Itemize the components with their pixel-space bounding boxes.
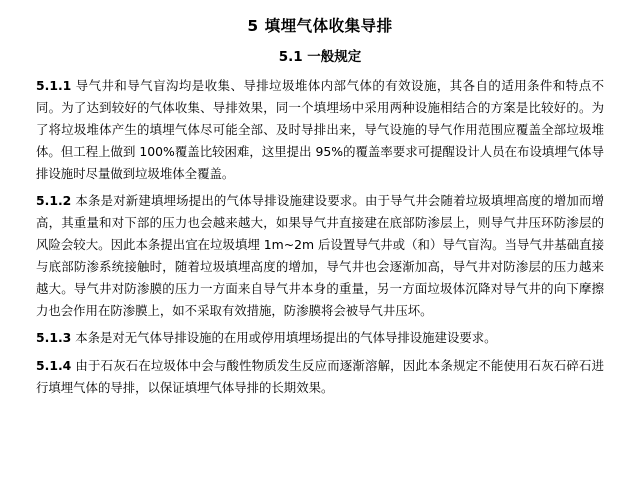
paragraph-number: 5.1.2	[36, 192, 72, 208]
paragraph-5-1-2	[36, 190, 604, 322]
paragraph-number: 5.1.4	[36, 357, 72, 373]
paragraph-5-1-1	[36, 75, 604, 185]
paragraph-number: 5.1.1	[36, 77, 72, 93]
page-title: 5 填埋气体收集导排	[247, 17, 393, 35]
paragraph-5-1-3	[36, 327, 604, 349]
paragraph-text: 由于石灰石在垃圾体中会与酸性物质发生反应而逐渐溶解，因此本条规定不能使用石灰石碎石进行填埋气体的导排，以保证填埋气体导排的长期效果。	[36, 357, 604, 395]
paragraph-text: 本条是对新建填埋场提出的气体导排设施建设要求。由于导气井会随着垃圾填埋高度的增加而增高，其重量和对下部的压力也会越来越大，如果导气井直接建在底部防渗层上，则导气井压环防渗层的风险会较大。因此本条提出宜在垃圾填埋 1m~2m 后设置导气井或（和）导气盲沟。当导气井基础直接与底部防渗系统接触时，随着垃圾填埋高度的增加，导气井也会逐渐加高，导气井对防渗层的压力越来越大。导气井对防渗膜的压力一方面来自导气井本身的重量，另一方面垃圾体沉降对导气井的向下摩擦力也会作用在防渗膜上，如不采取有效措施，防渗膜将会被导气井压坏。	[36, 192, 604, 319]
paragraph-number: 5.1.3	[36, 330, 72, 346]
paragraph-text: 导气井和导气盲沟均是收集、导排垃圾堆体内部气体的有效设施，其各自的适用条件和特点不同。为了达到较好的气体收集、导排效果，同一个填埋场中采用两种设施相结合的方案是比较好的。为了将垃圾堆体产生的填埋气体尽可能全部、及时导排出来，导气设施的导气作用范围应覆盖全部垃圾堆体。但工程上做到 100%覆盖比较困难，这里提出 95%的覆盖率要求可提醒设计人员在布设填埋气体导排设施时尽量做到垃圾堆体全覆盖。	[36, 77, 604, 181]
paragraph-5-1-4	[36, 355, 604, 399]
paragraph-text: 本条是对无气体导排设施的在用或停用填埋场提出的气体导排设施建设要求。	[75, 330, 497, 346]
section-title: 5.1 一般规定	[278, 48, 362, 65]
